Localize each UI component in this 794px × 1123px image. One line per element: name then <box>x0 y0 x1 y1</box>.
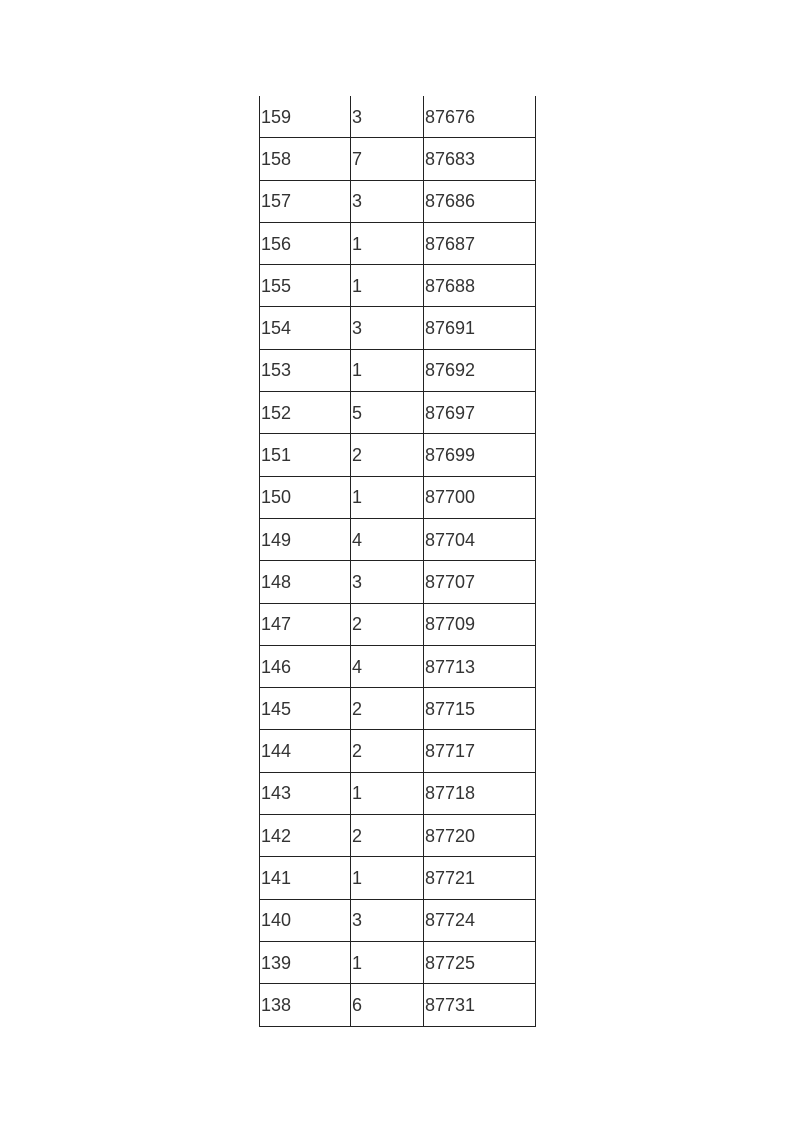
cell-score: 145 <box>260 688 351 730</box>
table-row <box>260 815 536 857</box>
table-row <box>260 518 536 560</box>
cell-score: 140 <box>260 899 351 941</box>
cell-score: 159 <box>260 96 351 138</box>
table-row <box>260 730 536 772</box>
cell-count: 1 <box>351 941 424 983</box>
table-row <box>260 899 536 941</box>
table-container <box>259 96 536 1027</box>
cell-score: 138 <box>260 984 351 1026</box>
cell-score: 142 <box>260 815 351 857</box>
cell-cumulative: 87686 <box>424 180 536 222</box>
cell-cumulative: 87721 <box>424 857 536 899</box>
cell-cumulative: 87718 <box>424 772 536 814</box>
table-row <box>260 688 536 730</box>
table-row <box>260 857 536 899</box>
cell-cumulative: 87700 <box>424 476 536 518</box>
table-row <box>260 307 536 349</box>
table-row <box>260 434 536 476</box>
cell-count: 1 <box>351 265 424 307</box>
cell-cumulative: 87676 <box>424 96 536 138</box>
cell-score: 158 <box>260 138 351 180</box>
cell-count: 5 <box>351 392 424 434</box>
cell-score: 156 <box>260 222 351 264</box>
cell-count: 3 <box>351 307 424 349</box>
cell-score: 155 <box>260 265 351 307</box>
cell-score: 146 <box>260 645 351 687</box>
cell-count: 3 <box>351 180 424 222</box>
cell-cumulative: 87691 <box>424 307 536 349</box>
table-row <box>260 941 536 983</box>
data-table <box>259 96 536 1027</box>
cell-cumulative: 87717 <box>424 730 536 772</box>
cell-score: 153 <box>260 349 351 391</box>
cell-count: 2 <box>351 815 424 857</box>
cell-cumulative: 87697 <box>424 392 536 434</box>
cell-count: 7 <box>351 138 424 180</box>
cell-cumulative: 87731 <box>424 984 536 1026</box>
cell-cumulative: 87715 <box>424 688 536 730</box>
cell-score: 148 <box>260 561 351 603</box>
cell-cumulative: 87707 <box>424 561 536 603</box>
table-row <box>260 645 536 687</box>
cell-count: 3 <box>351 96 424 138</box>
table-row <box>260 180 536 222</box>
table-row <box>260 772 536 814</box>
table-row <box>260 392 536 434</box>
table-row <box>260 96 536 138</box>
cell-cumulative: 87683 <box>424 138 536 180</box>
table-body <box>260 96 536 1026</box>
cell-score: 151 <box>260 434 351 476</box>
cell-count: 3 <box>351 899 424 941</box>
cell-count: 1 <box>351 349 424 391</box>
table-row <box>260 138 536 180</box>
cell-cumulative: 87692 <box>424 349 536 391</box>
cell-count: 2 <box>351 434 424 476</box>
cell-count: 2 <box>351 603 424 645</box>
cell-cumulative: 87688 <box>424 265 536 307</box>
cell-score: 150 <box>260 476 351 518</box>
cell-cumulative: 87687 <box>424 222 536 264</box>
cell-count: 6 <box>351 984 424 1026</box>
cell-cumulative: 87720 <box>424 815 536 857</box>
cell-score: 147 <box>260 603 351 645</box>
cell-count: 4 <box>351 518 424 560</box>
cell-cumulative: 87724 <box>424 899 536 941</box>
cell-score: 143 <box>260 772 351 814</box>
cell-score: 157 <box>260 180 351 222</box>
cell-score: 149 <box>260 518 351 560</box>
cell-count: 1 <box>351 476 424 518</box>
cell-score: 139 <box>260 941 351 983</box>
cell-count: 1 <box>351 772 424 814</box>
table-row <box>260 476 536 518</box>
table-row <box>260 561 536 603</box>
table-row <box>260 984 536 1026</box>
cell-count: 4 <box>351 645 424 687</box>
table-row <box>260 349 536 391</box>
cell-cumulative: 87725 <box>424 941 536 983</box>
cell-count: 2 <box>351 688 424 730</box>
cell-cumulative: 87713 <box>424 645 536 687</box>
cell-count: 2 <box>351 730 424 772</box>
cell-count: 1 <box>351 857 424 899</box>
cell-score: 141 <box>260 857 351 899</box>
cell-score: 154 <box>260 307 351 349</box>
cell-score: 144 <box>260 730 351 772</box>
cell-count: 1 <box>351 222 424 264</box>
table-row <box>260 603 536 645</box>
table-row <box>260 265 536 307</box>
cell-cumulative: 87709 <box>424 603 536 645</box>
cell-cumulative: 87704 <box>424 518 536 560</box>
cell-count: 3 <box>351 561 424 603</box>
cell-score: 152 <box>260 392 351 434</box>
table-row <box>260 222 536 264</box>
cell-cumulative: 87699 <box>424 434 536 476</box>
